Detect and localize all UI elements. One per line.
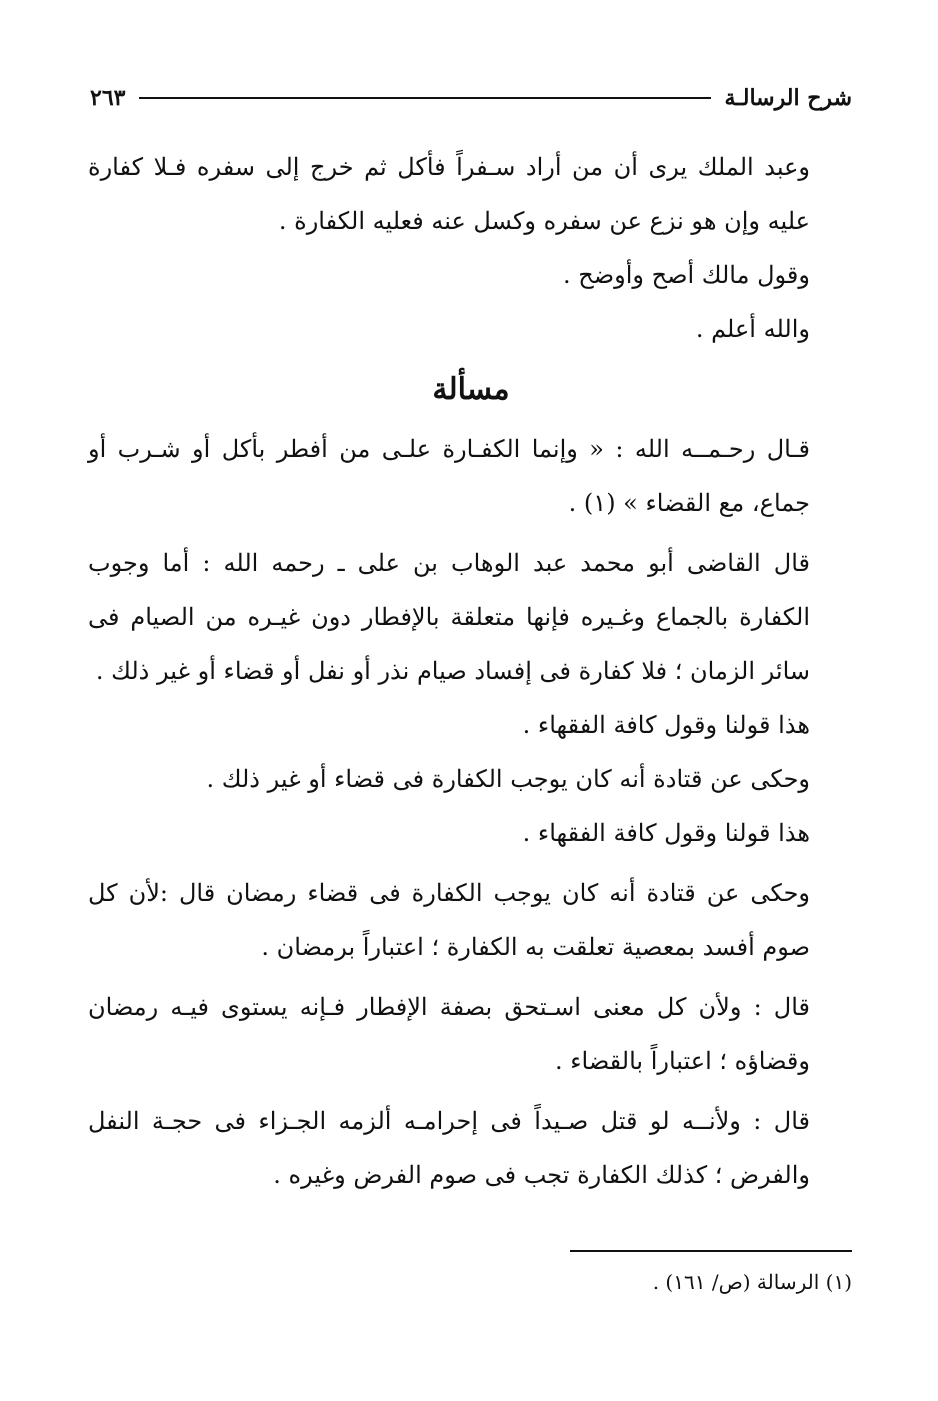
paragraph: قال : ولأن كل معنى اسـتحق بصفة الإفطار فـإنه يستوى فيـه رمضان وقضاؤه ؛ اعتباراً بالقضاء .: [88, 993, 810, 1075]
header-rule: [139, 97, 710, 99]
footnote: (١) الرسالة (ص/ ١٦١) .: [652, 1270, 852, 1294]
paragraph: والله أعلم .: [695, 315, 810, 343]
running-title: شرح الرسالـة: [724, 85, 852, 111]
paragraph: قـال رحـمــه الله : « وإنما الكفـارة علـى من أفطر بأكل أو شـرب أو جماع، مع القضاء » (١) .: [88, 435, 810, 517]
paragraph: هذا قولنا وقول كافة الفقهاء .: [522, 711, 810, 739]
paragraph: قال : ولأنــه لو قتل صـيداً فى إحرامـه ألزمه الجـزاء فى حجـة النفل والفرض ؛ كذلك الكفارة تجب فى صوم الفرض وغيره .: [88, 1107, 810, 1189]
paragraph: وقول مالك أصح وأوضح .: [562, 261, 810, 289]
paragraph: وحكى عن قتادة أنه كان يوجب الكفارة فى قضاء رمضان قال :لأن كل صوم أفسد بمعصية تعلقت به الكفارة ؛ اعتباراً برمضان .: [88, 879, 810, 961]
page-body: [88, 140, 854, 1202]
paragraph: وعبد الملك يرى أن من أراد سـفراً فأكل ثم خرج إلى سفره فـلا كفارة عليه وإن هو نزع عن سفره وكسل عنه فعليه الكفارة .: [88, 153, 810, 235]
footnote-rule: [570, 1250, 852, 1252]
running-header: [90, 78, 852, 118]
paragraph: هذا قولنا وقول كافة الفقهاء .: [522, 819, 810, 847]
paragraph: قال القاضى أبو محمد عبد الوهاب بن على ـ رحمه الله : أما وجوب الكفارة بالجماع وغـيره فإنها متعلقة بالإفطار دون غيـره من الصيام فى سائر الزمان ؛ فلا كفارة فى إفساد صيام نذر أو نفل أو قضاء أو غير ذلك .: [88, 549, 810, 685]
paragraph: وحكى عن قتادة أنه كان يوجب الكفارة فى قضاء أو غير ذلك .: [206, 765, 810, 793]
page-number: ٢٦٣: [90, 85, 126, 111]
section-heading: مسألة: [432, 372, 510, 407]
